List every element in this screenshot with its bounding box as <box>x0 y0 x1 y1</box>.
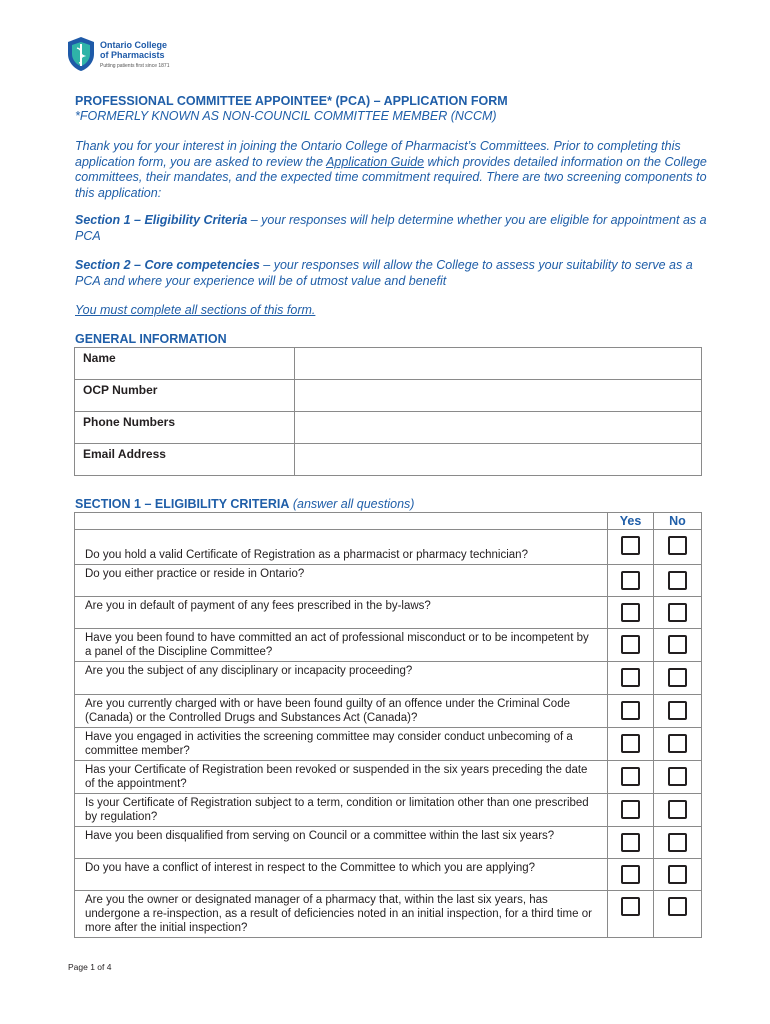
question-11: Do you have a conflict of interest in respect to the Committee to which you are applying? <box>75 859 608 891</box>
table-row <box>75 597 702 629</box>
name-field[interactable] <box>295 348 702 380</box>
yes-checkbox-12[interactable] <box>621 897 640 916</box>
table-header-row <box>75 513 702 530</box>
shield-icon <box>66 36 96 72</box>
section2-label: Section 2 – Core competencies <box>75 258 260 272</box>
yes-checkbox-8[interactable] <box>621 767 640 786</box>
table-row <box>75 695 702 728</box>
no-cell <box>654 629 702 662</box>
logo-tagline: Putting patients first since 1871 <box>100 63 170 69</box>
section2-text: – your responses will allow the College to assess your suitability to serve as a PCA and where your experience will be of utmost value and benefit <box>75 258 693 288</box>
logo-name-line1: Ontario College <box>100 40 168 50</box>
no-cell <box>654 695 702 728</box>
yes-checkbox-2[interactable] <box>621 571 640 590</box>
no-cell <box>654 597 702 629</box>
yes-checkbox-11[interactable] <box>621 865 640 884</box>
no-cell <box>654 662 702 695</box>
eligibility-heading-text: SECTION 1 – ELIGIBILITY CRITERIA <box>75 497 290 511</box>
yes-cell <box>608 565 654 597</box>
must-complete-text: You must complete all sections of this form. <box>75 303 316 317</box>
yes-checkbox-9[interactable] <box>621 800 640 819</box>
table-row <box>75 728 702 761</box>
table-row <box>75 827 702 859</box>
phone-numbers-field[interactable] <box>295 412 702 444</box>
intro-text-2: which provides detailed information on the College committees, their mandates, and the expected time commitment required. There are two screening components to this application: <box>75 154 707 200</box>
ocp-number-field[interactable] <box>295 380 702 412</box>
no-cell <box>654 530 702 565</box>
question-3: Are you in default of payment of any fees prescribed in the by-laws? <box>75 597 608 629</box>
table-row <box>75 794 702 827</box>
intro-text-1: Thank you for your interest in joining the Ontario College of Pharmacist’s Committees. Prior to completing this application form, you are asked to review the <box>75 139 681 169</box>
email-address-label: Email Address <box>75 444 295 476</box>
general-info-table <box>74 347 702 476</box>
logo-name-line2: of Pharmacists <box>100 50 165 60</box>
yes-cell <box>608 891 654 938</box>
table-row <box>75 565 702 597</box>
phone-numbers-label: Phone Numbers <box>75 412 295 444</box>
table-row <box>75 859 702 891</box>
yes-checkbox-10[interactable] <box>621 833 640 852</box>
email-address-field[interactable] <box>295 444 702 476</box>
no-cell <box>654 794 702 827</box>
question-2: Do you either practice or reside in Ontario? <box>75 565 608 597</box>
question-9: Is your Certificate of Registration subject to a term, condition or limitation other than one prescribed by regulation? <box>75 794 608 827</box>
ocp-number-label: OCP Number <box>75 380 295 412</box>
no-checkbox-12[interactable] <box>668 897 687 916</box>
question-7: Have you engaged in activities the screening committee may consider conduct unbecoming of a committee member? <box>75 728 608 761</box>
yes-cell <box>608 530 654 565</box>
no-checkbox-7[interactable] <box>668 734 687 753</box>
table-row <box>75 530 702 565</box>
yes-cell <box>608 859 654 891</box>
yes-cell <box>608 761 654 794</box>
form-title: PROFESSIONAL COMMITTEE APPOINTEE* (PCA) – APPLICATION FORM <box>75 94 508 108</box>
section1-text: – your responses will help determine whether you are eligible for appointment as a PCA <box>75 213 707 243</box>
question-6: Are you currently charged with or have been found guilty of an offence under the Criminal Code (Canada) or the Controlled Drugs and Substances Act (Canada)? <box>75 695 608 728</box>
yes-cell <box>608 597 654 629</box>
question-12: Are you the owner or designated manager of a pharmacy that, within the last six years, has undergone a re-inspection, as a result of deficiencies noted in an initial inspection, for a third time or more after the initial inspection? <box>75 891 608 938</box>
question-10: Have you been disqualified from serving on Council or a committee within the last six years? <box>75 827 608 859</box>
question-4: Have you been found to have committed an act of professional misconduct or to be incompetent by a panel of the Discipline Committee? <box>75 629 608 662</box>
no-checkbox-10[interactable] <box>668 833 687 852</box>
yes-cell <box>608 695 654 728</box>
no-cell <box>654 728 702 761</box>
no-checkbox-5[interactable] <box>668 668 687 687</box>
section2-description <box>75 258 715 289</box>
no-checkbox-8[interactable] <box>668 767 687 786</box>
college-logo <box>66 36 206 76</box>
question-8: Has your Certificate of Registration been revoked or suspended in the six years preceding the date of the appointment? <box>75 761 608 794</box>
eligibility-heading <box>75 497 414 511</box>
general-info-heading: GENERAL INFORMATION <box>75 332 227 346</box>
no-header: No <box>654 513 702 530</box>
no-checkbox-11[interactable] <box>668 865 687 884</box>
eligibility-table <box>74 512 702 938</box>
intro-paragraph <box>75 139 715 201</box>
section1-label: Section 1 – Eligibility Criteria <box>75 213 248 227</box>
no-cell <box>654 859 702 891</box>
table-row <box>75 891 702 938</box>
no-cell <box>654 827 702 859</box>
table-row <box>75 629 702 662</box>
yes-header: Yes <box>608 513 654 530</box>
yes-cell <box>608 827 654 859</box>
no-checkbox-2[interactable] <box>668 571 687 590</box>
application-guide-link[interactable]: Application Guide <box>326 154 425 169</box>
yes-cell <box>608 629 654 662</box>
yes-checkbox-3[interactable] <box>621 603 640 622</box>
form-subtitle: *FORMERLY KNOWN AS NON-COUNCIL COMMITTEE MEMBER (NCCM) <box>75 109 497 123</box>
eligibility-heading-note: (answer all questions) <box>289 497 415 511</box>
table-row <box>75 412 702 444</box>
question-header <box>75 513 608 530</box>
question-5: Are you the subject of any disciplinary or incapacity proceeding? <box>75 662 608 695</box>
yes-checkbox-4[interactable] <box>621 635 640 654</box>
yes-checkbox-5[interactable] <box>621 668 640 687</box>
no-cell <box>654 891 702 938</box>
yes-checkbox-1[interactable] <box>621 536 640 555</box>
question-1: Do you hold a valid Certificate of Registration as a pharmacist or pharmacy technician? <box>75 530 608 565</box>
table-row <box>75 662 702 695</box>
no-cell <box>654 565 702 597</box>
page-number: Page 1 of 4 <box>68 962 112 972</box>
table-row <box>75 761 702 794</box>
no-checkbox-6[interactable] <box>668 701 687 720</box>
must-complete-note <box>75 303 715 319</box>
no-checkbox-3[interactable] <box>668 603 687 622</box>
table-row <box>75 348 702 380</box>
yes-cell <box>608 662 654 695</box>
no-cell <box>654 761 702 794</box>
yes-checkbox-6[interactable] <box>621 701 640 720</box>
yes-cell <box>608 728 654 761</box>
yes-cell <box>608 794 654 827</box>
no-checkbox-4[interactable] <box>668 635 687 654</box>
section1-description <box>75 213 715 244</box>
no-checkbox-9[interactable] <box>668 800 687 819</box>
no-checkbox-1[interactable] <box>668 536 687 555</box>
table-row <box>75 444 702 476</box>
name-label: Name <box>75 348 295 380</box>
yes-checkbox-7[interactable] <box>621 734 640 753</box>
table-row <box>75 380 702 412</box>
